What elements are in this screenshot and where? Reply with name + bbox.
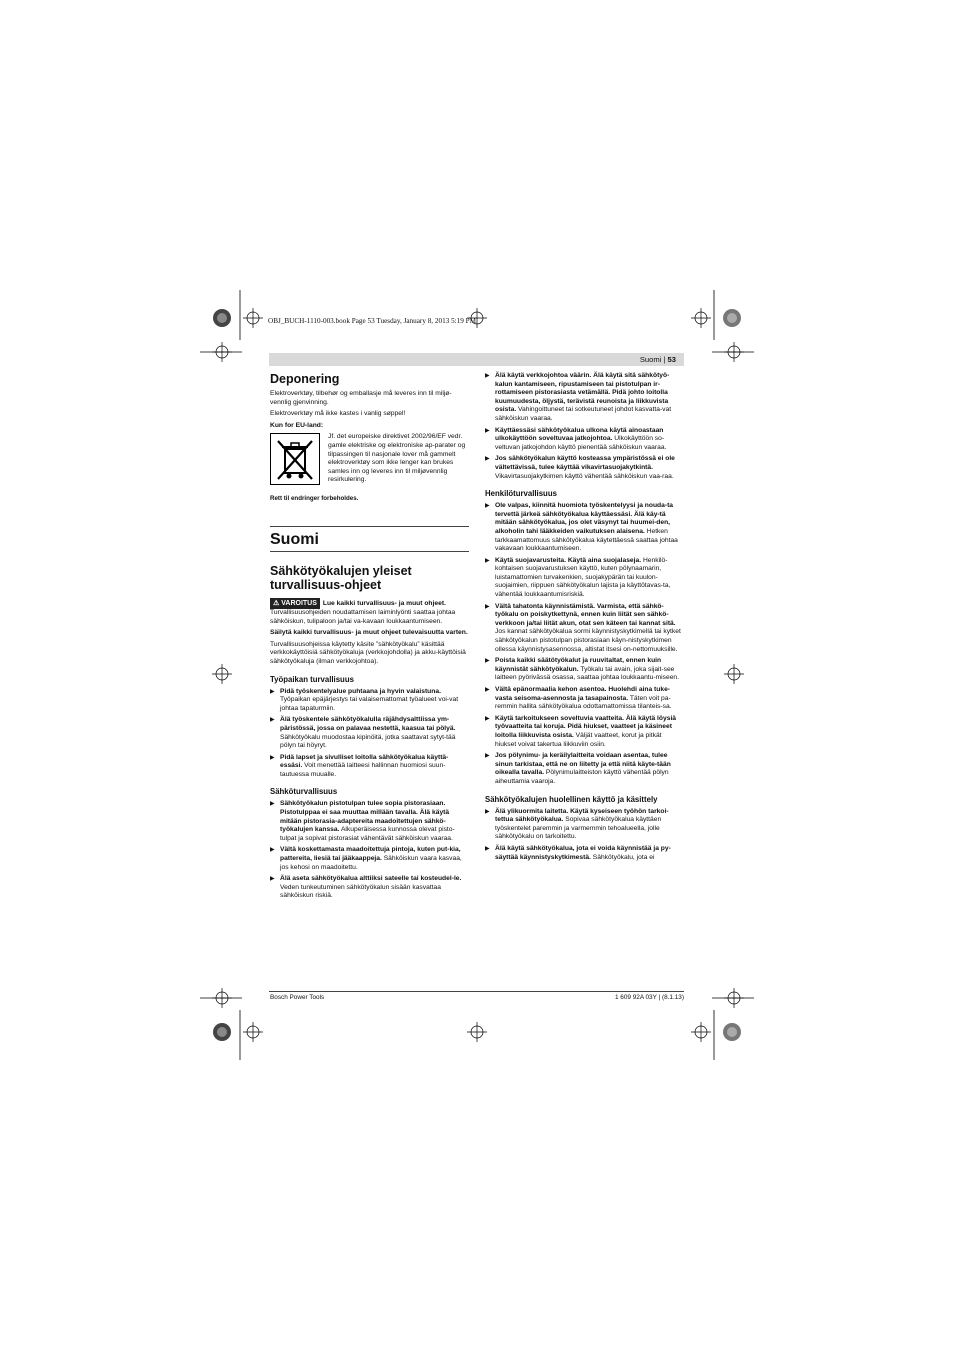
personal-title: Henkilöturvallisuus (485, 489, 557, 499)
item-text: Voit menettää laitteesi hallinnan huomiosi suun-tautuessa muualle. (280, 762, 446, 778)
workplace-list (270, 688, 469, 780)
list-item (485, 808, 684, 842)
list-item (270, 875, 469, 901)
item-text: Väljät vaatteet, korut ja pitkät hiukset voivat takertua liikkuviin osiin. (495, 731, 662, 748)
footer-left: Bosch Power Tools (270, 994, 325, 1001)
list-item (270, 754, 469, 780)
keep-instructions-bold: Säilytä kaikki turvallisuus- ja muut ohjeet tulevaisuutta varten. (270, 629, 468, 637)
weee-bin-icon (270, 433, 320, 485)
list-item (270, 800, 469, 843)
item-bold: Käytä suojavarusteita. Käytä aina suojalaseja. (495, 556, 642, 564)
item-text: Veden tunkeutuminen sähkötyökalun sisään kasvattaa sähköiskun riskiä. (280, 883, 441, 900)
dep-eu-label: Kun for EU-land: (270, 421, 324, 429)
list-item (270, 846, 469, 872)
list-item (485, 752, 684, 786)
list-item (485, 455, 684, 481)
section-rule (270, 526, 469, 527)
footer-rule (269, 991, 684, 992)
item-text: Työpaikan epäjärjestys tai valaisemattomat työalueet voi-vat johtaa tapaturmiin. (280, 696, 459, 712)
item-text: Vahingoittuneet tai sotkeutuneet johdot kasvatta-vat sähköiskun vaaraa. (495, 406, 672, 422)
item-bold: Pidä lapset ja sivulliset loitolla sähkötyökalua käyttä-essäsi. (280, 753, 449, 770)
item-text: Sopivaa sähkötyökalua käyttäen työskentelet paremmin ja varmemmin tehoalueella, jolle sähkötyökalu on tarkoitettu. (495, 816, 662, 841)
item-text: Ulkokäyttöön so-veltuvan jatkojohdon käyttö pienentää sähköiskun vaaraa. (495, 435, 667, 451)
dep-p2: Elektroverktøy må ikke kastes i vanlig søppel! (270, 410, 406, 418)
deponering-title: Deponering (270, 372, 340, 386)
item-bold: Älä aseta sähkötyökalua alttiiksi sateelle tai kosteudel-le. (280, 875, 462, 883)
electrical-list-cont (485, 372, 684, 481)
general-safety-title: Sähkötyökalujen yleiset turvallisuus-ohjeet (270, 563, 412, 592)
personal-list (485, 502, 684, 786)
item-text: Sähkötyökalu, jota ei (590, 853, 655, 861)
item-bold: Älä ylikuormita laitetta. Käytä kyseiseen työhön tarkoi-tettua sähkötyökalua. (495, 807, 669, 824)
item-bold: Vältä epänormaalia kehon asentoa. Huolehdi aina tuke-vasta seisoma-asennosta ja tasapainosta. (495, 686, 671, 702)
item-text: Hetken tarkkaamattomuus sähkötyökalua käytettäessä saattaa johtaa vakavaan loukkaantumiseen. (495, 527, 678, 553)
warning-bold: Lue kaikki turvallisuus- ja muut ohjeet. (322, 599, 446, 607)
item-text: Pölynimulaitteiston käyttö vähentää pölyn aiheuttamia vaaroja. (495, 769, 669, 785)
print-slug: OBJ_BUCH-1110-003.book Page 53 Tuesday, January 8, 2013 5:19 PM (268, 317, 477, 325)
item-text: Työkalu tai avain, joka sijait-see laitteen pyörivässä osassa, saattaa johtaa loukkaantu-miseen. (495, 665, 680, 682)
list-item (485, 502, 684, 554)
list-item (485, 603, 684, 655)
item-bold: Vältä tahatonta käynnistämistä. Varmista, että sähkö-työkalu on poiskytkettynä, ennen kuin liität sen sähkö-verkkoon ja/tai liität akun, otat sen käteen tai kannat sitä. (495, 602, 676, 627)
item-bold: Älä käytä sähkötyökalua, jota ei voida käynnistää ja py-säyttää käynnistyskytkimestä. (495, 844, 671, 861)
item-text: Vikavirtasuojakytkimen käyttö vähentää sähköiskun vaa-raa. (495, 472, 674, 480)
item-bold: Ole valpas, kiinnitä huomiota työskentelyysi ja nouda-ta tervettä järkeä sähkötyökalua käyttäessäsi. Älä käy-tä mitään sähkötyökalua, jos olet väsynyt tai huumei-den, alkoholin tahi lääkkeiden vaikutuksen alaisena. (495, 502, 674, 535)
dep-p1: Elektroverktøy, tilbehør og emballasje må leveres inn til miljø-vennlig gjenvinning. (270, 390, 452, 406)
item-bold: Jos sähkötyökalun käyttö kosteassa ympäristössä ei ole vältettävissä, tulee käyttää vikavirtasuojakytkintä. (495, 455, 675, 471)
item-bold: Sähkötyökalun pistotulpan tulee sopia pistorasiaan. Pistotulppaa ei saa muuttaa millään tavalla. Älä käytä mitään pistorasia-adaptereita maadoitettujen sähkö-työkalujen kanssa. (280, 800, 450, 834)
left-column (270, 372, 469, 904)
dep-eu-text: Jf. det europeiske direktivet 2002/96/EF vedr. gamle elektriske og elektroniske ap-parater og tilpassingen til nasjonale lover må gammelt elektroverktøy som ikke lenger kan brukes samles inn og leveres inn til miljøvennlig resirkulering. (328, 433, 466, 484)
list-item (270, 716, 469, 750)
item-text: Sähkötyökalu muodostaa kipinöitä, jotka saattavat sytyt-tää pölyn tai höyryt. (280, 733, 456, 750)
suomi-title: Suomi (270, 530, 319, 548)
header-section: Suomi (639, 355, 662, 364)
right-column (485, 372, 684, 865)
item-text: Jos kannat sähkötyökalua sormi käynnistyskytkimellä tai kytket sähkötyökalun pistotulpan pistorasiaan käyn-nistyskytkimen ollessa käynnistysasennossa, altistat itsesi on-nettomuuksille. (495, 628, 681, 653)
item-bold: Vältä koskettamasta maadoitettuja pintoja, kuten put-kia, pattereita, liesiä tai jääkaappeja. (280, 846, 461, 863)
workplace-title: Työpaikan turvallisuus (270, 674, 354, 684)
keep-instructions-text: Turvallisuusohjeissa käytetty käsite ”sähkötyökalu” käsittää verkkokäyttöisiä sähkötyökaluja (verkkojohdolla) ja akku-käyttöisiä sähkötyökaluja (ilman verkkojohtoa). (270, 640, 466, 665)
list-item (485, 427, 684, 453)
list-item (485, 372, 684, 424)
item-bold: Poista kaikki säätötyökalut ja ruuvitaltat, ennen kuin käynnistät sähkötyökalun. (495, 657, 662, 673)
handling-list (485, 808, 684, 863)
item-text: Alkuperäisessa kunnossa olevat pisto-tulpat ja sopivat pistorasiat vähentävät sähköiskun vaaraa. (280, 826, 455, 842)
section-rule (270, 551, 469, 552)
item-text: Täten voit pa-remmin hallita sähkötyökalua odottamattomissa tilanteis-sa. (495, 694, 672, 711)
list-item (485, 715, 684, 749)
electrical-list (270, 800, 469, 901)
warning-text: Turvallisuusohjeiden noudattamisen laiminlyönti saattaa johtaa sähköiskun, tulipaloon ja/tai va-kavaan loukkaantumiseen. (270, 608, 456, 625)
list-item (485, 686, 684, 712)
item-text: Henkilö-kohtaisen suojavarustuksen käyttö, kuten pölynaamarin, luistamattomien turvakenkien, suojakypärän tai kuulon-suojaimien, riippuen sähkötyökalun lajista ja käyttötavas-ta, vähentää loukkaantumisriskiä. (495, 556, 671, 599)
item-bold: Jos pölynimu- ja keräilylaitteita voidaan asentaa, tulee sinun tarkistaa, että ne on liitetty ja että niitä käyte-tään oikealla tavalla. (495, 752, 671, 777)
page-header: Suomi | 53 (269, 353, 684, 366)
handling-title: Sähkötyökalujen huolellinen käyttö ja käsittely (485, 794, 658, 804)
list-item (485, 557, 684, 600)
item-text: Sähköiskun vaara kasvaa, jos kehosi on maadoitettu. (280, 855, 462, 871)
list-item (270, 688, 469, 714)
dep-note: Rett til endringer forbeholdes. (270, 495, 359, 503)
electrical-title: Sähköturvallisuus (270, 787, 338, 797)
item-bold: Pidä työskentelyalue puhtaana ja hyvin valaistuna. (280, 687, 441, 695)
list-item (485, 845, 684, 862)
footer-right: 1 609 92A 03Y | (8.1.13) (614, 994, 684, 1001)
item-bold: Käytä tarkoitukseen soveltuvia vaatteita. Älä käytä löysiä työvaatteita tai koruja. Pidä hiukset, vaatteet ja käsineet loitolla liikkuvista osista. (495, 714, 677, 739)
page-number: 53 (667, 355, 676, 364)
item-bold: Älä työskentele sähkötyökalulla räjähdysalttiissa ym-päristössä, jossa on palavaa nestettä, kaasua tai pölyä. (280, 716, 456, 732)
warning-badge: ⚠ VAROITUS (270, 598, 320, 609)
item-bold: Käyttäessäsi sähkötyökalua ulkona käytä ainoastaan ulkokäyttöön soveltuvaa jatkojohtoa. (495, 426, 664, 443)
item-bold: Älä käytä verkkojohtoa väärin. Älä käytä sitä sähkötyö-kalun kantamiseen, ripustamiseen tai pistotulpan ir-rottamiseen pistorasiasta vetämällä. Pidä johto loitolla kuumuudesta, öljystä, terävistä reunoista ja liikkuvista osista. (495, 372, 670, 414)
list-item (485, 657, 684, 683)
